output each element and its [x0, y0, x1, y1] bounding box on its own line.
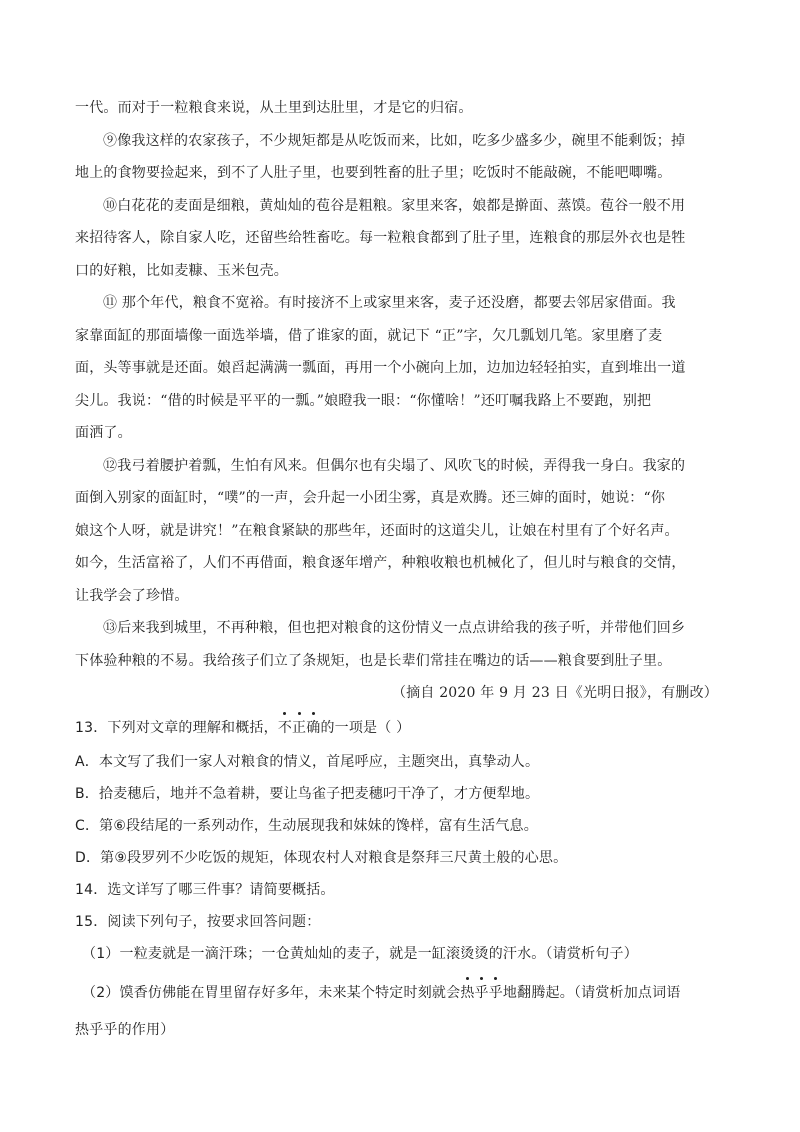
passage-line: 一代。而对于一粒粮食来说，从土里到达肚里，才是它的归宿。: [75, 100, 473, 116]
option-d: D．第⑨段罗列不少吃饭的规矩，体现农村人对粮食是祭拜三尺黄土般的心思。: [75, 850, 568, 866]
passage-line: ⑫我弓着腰护着瓢，生怕有风来。但偶尔也有尖塌了、风吹飞的时候，弄得我一身白。我家的: [103, 458, 686, 474]
emphasis-dot-char: 正: [292, 720, 307, 736]
passage-line: 尖儿。我说：“借的时候是平平的一瓢。”娘瞪我一眼：“你懂啥！”还叮嘱我路上不要跑，别把: [75, 393, 652, 409]
passage-line: 面洒了。: [75, 425, 132, 441]
source-citation: （摘自 2020 年 9 月 23 日《光明日报》，有删改）: [391, 685, 718, 701]
passage-line: ⑪ 那个年代，粮食不宽裕。有时接济不上或家里来客，麦子还没磨，都要去邻居家借面。我: [103, 295, 676, 311]
passage-line: 下体验种粮的不易。我给孩子们立了条规矩，也是长辈们常挂在嘴边的话——粮食要到肚子里。: [75, 653, 672, 669]
passage-line: ⑨像我这样的农家孩子，不少规矩都是从吃饭而来，比如，吃多少盛多少，碗里不能剩饭；掉: [103, 133, 686, 149]
passage-line: 地上的食物要捡起来，到不了人肚子里，也要到牲畜的肚子里；吃饭时不能敲碗，不能吧唧嘴。: [75, 165, 672, 181]
emphasis-dot-char: 乎: [488, 985, 503, 1001]
passage-line: 面，头等事就是还面。娘舀起满满一瓢面，再用一个小碗向上加，边加边轻轻拍实，直到堆出一道: [75, 360, 686, 376]
option-c: C．第⑥段结尾的一系列动作，生动展现我和妹妹的馋样，富有生活气息。: [75, 818, 538, 834]
question-13: [75, 718, 735, 738]
question-text: 13．下列对文章的理解和概括，: [75, 720, 278, 736]
question-text: 地翻腾起。（请赏析加点词语: [502, 985, 681, 1001]
passage-line: 来招待客人，除自家人吃，还留些给牲畜吃。每一粒粮食都到了肚子里，连粮食的那层外衣也是牲: [75, 230, 686, 246]
emphasis-dot-char: 乎: [474, 985, 489, 1001]
passage-line: 让我学会了珍惜。: [75, 588, 189, 604]
passage-line: 如今，生活富裕了，人们不再借面，粮食逐年增产，种粮收粮也机械化了，但儿时与粮食的交情，: [75, 555, 686, 571]
question-15-2: [82, 983, 742, 1003]
question-14: 14．选文详写了哪三件事？请简要概括。: [75, 882, 335, 898]
passage-line: 家靠面缸的那面墙像一面选举墙，借了谁家的面，就记下 “正”字，欠几瓢划几笔。家里磨了麦: [75, 328, 663, 344]
question-text: 的一项是（ ）: [320, 720, 411, 736]
option-a: A．本文写了我们一家人对粮食的情义，首尾呼应，主题突出，真挚动人。: [75, 754, 540, 770]
question-15-1: （1）一粒麦就是一滴汗珠；一仓黄灿灿的麦子，就是一缸滚烫烫的汗水。（请赏析句子）: [82, 946, 638, 962]
option-b: B．拾麦穗后，地并不急着耕，要让鸟雀子把麦穗叼干净了，才方便犁地。: [75, 786, 540, 802]
passage-line: 娘这个人呀，就是讲究！”在粮食紧缺的那些年，还面时的这道尖儿，让娘在村里有了个好名声。: [75, 523, 679, 539]
question-15-2-continuation: 热乎乎的作用）: [75, 1022, 175, 1038]
passage-line: ⑬后来我到城里，不再种粮，但也把对粮食的这份情义一点点讲给我的孩子听，并带他们回乡: [103, 620, 686, 636]
emphasis-dot-char: 不: [277, 720, 293, 736]
passage-line: 口的好粮，比如麦糠、玉米包壳。: [75, 263, 288, 279]
passage-line: ⑩白花花的麦面是细粮，黄灿灿的苞谷是粗粮。家里来客，娘都是擀面、蒸馍。苞谷一般不用: [103, 198, 686, 214]
passage-line: 面倒入别家的面缸时，“噗”的一声，会升起一小团尘雾，真是欢腾。还三婶的面时，她说：“你: [75, 490, 666, 506]
question-text: （2）馍香仿佛能在胃里留存好多年，未来某个特定时刻就会: [82, 985, 461, 1001]
emphasis-dot-char: 热: [460, 985, 475, 1001]
emphasis-dot-char: 确: [306, 720, 321, 736]
question-15: 15．阅读下列句子，按要求回答问题：: [75, 914, 321, 930]
